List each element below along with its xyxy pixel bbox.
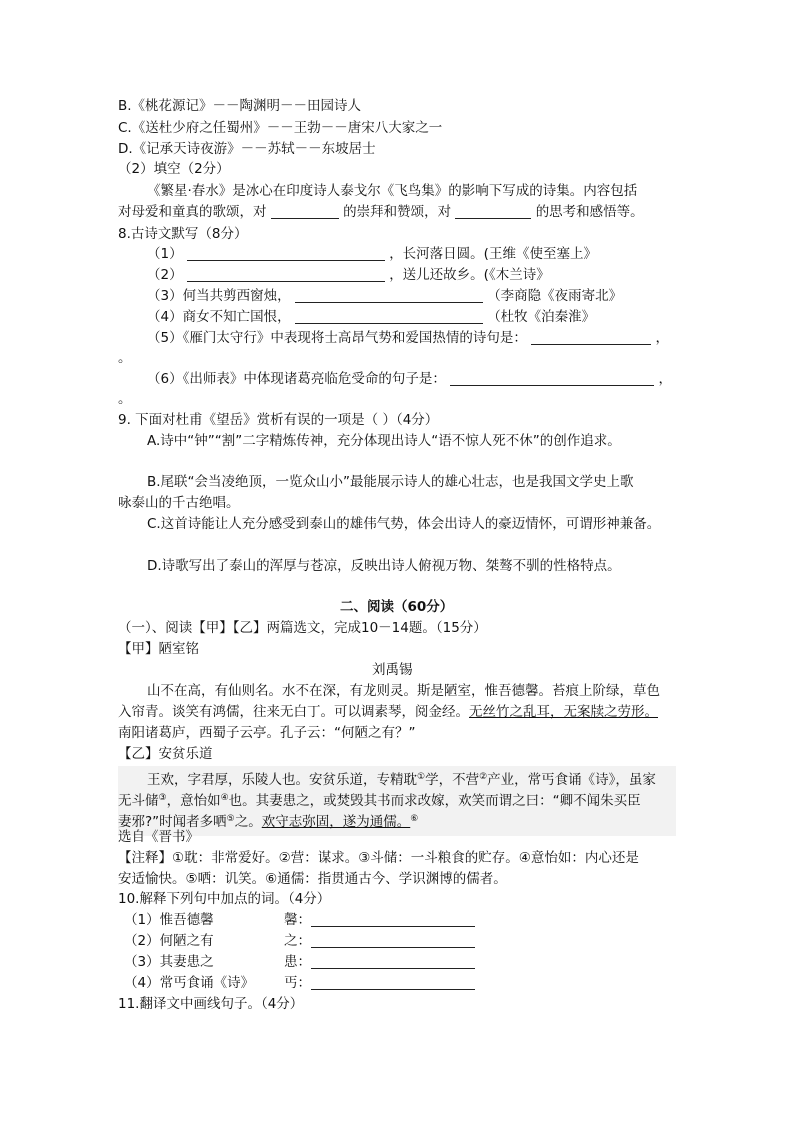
- note-marker: ⑤: [226, 814, 235, 824]
- q8-line5: [147, 329, 669, 347]
- q8-line6-dot: 。: [118, 391, 132, 407]
- q10-item-4: [124, 974, 475, 992]
- reading-intro: （一）、阅读【甲】【乙】两篇选文，完成10－14题。（15分）: [118, 620, 487, 636]
- q10-item-key: 丐：: [284, 975, 311, 991]
- q9-option-b-line2: 咏泰山的千古绝唱。: [118, 495, 240, 511]
- q10-item-phrase: （4）常丐食诵《诗》: [124, 975, 255, 991]
- answer-blank[interactable]: [311, 933, 475, 948]
- q10-item-key: 患：: [284, 954, 311, 970]
- q10-item-phrase: （3）其妻患之: [124, 954, 214, 970]
- q8-line2: [147, 266, 550, 284]
- note-marker: ②: [479, 772, 488, 782]
- q11-header: 11.翻译文中画线句子。（4分）: [118, 996, 304, 1012]
- note-marker: ⑥: [410, 814, 419, 824]
- q8-line3-head: （3）何当共剪西窗烛，: [147, 288, 291, 304]
- q8-line3: [147, 287, 622, 305]
- q8-line5-text: （5）《雁门太守行》中表现将士高昂气势和爱国热情的诗句是：: [147, 330, 527, 346]
- q8-line2-num: （2）: [147, 267, 183, 283]
- answer-blank[interactable]: [311, 954, 475, 969]
- q7-fill-text-a: 对母爱和童真的歌颂，对: [118, 204, 267, 220]
- note-marker: ④: [220, 793, 229, 803]
- yi-line2: [118, 789, 641, 810]
- q8-line1-tail: ，长河落日圆。(王维《使至塞上》: [389, 246, 597, 262]
- q8-line5-end: ，: [655, 330, 669, 346]
- yi-line3-text-b: 之。: [234, 814, 262, 830]
- q7-option-b: B.《桃花源记》－－陶渊明－－田园诗人: [118, 98, 362, 114]
- q7-fill-text-c: 的思考和感悟等。: [535, 204, 644, 220]
- q8-line5-dot: 。: [118, 350, 132, 366]
- q10-item-2: [124, 932, 475, 950]
- yi-line1-text-c: 产业，常丐食诵《诗》，虽家: [487, 772, 656, 788]
- yi-line1-text-b: 学，不营: [425, 772, 480, 788]
- jia-line3: 南阳诸葛庐，西蜀子云亭。孔子云：“何陋之有？”: [118, 725, 416, 741]
- q8-line4: [147, 308, 595, 326]
- jia-title: 【甲】陋室铭: [118, 641, 199, 657]
- yi-source: 选自《晋书》: [118, 829, 199, 845]
- q9-option-a: A.诗中“钟”“割”二字精炼传神，充分体现出诗人“语不惊人死不休”的创作追求。: [147, 433, 621, 449]
- yi-line1-text-a: 王欢，字君厚，乐陵人也。安贫乐道，专精耽: [147, 772, 417, 788]
- q8-line4-head: （4）商女不知亡国恨，: [147, 309, 291, 325]
- jia-line1: 山不在高，有仙则名。水不在深，有龙则灵。斯是陋室，惟吾德馨。苔痕上阶绿，草色: [147, 683, 660, 699]
- yi-line1: [147, 768, 656, 789]
- q7-fill-header: （2）填空（2分）: [118, 161, 230, 177]
- q9-header: 9. 下面对杜甫《望岳》赏析有误的一项是（ ）（4分）: [118, 412, 439, 428]
- q10-item-key: 馨：: [284, 912, 311, 928]
- yi-line2-text-b: ，意怡如: [166, 793, 221, 809]
- note-marker: ①: [417, 772, 426, 782]
- yi-line2-text-c: 也。其妻患之，或焚毁其书而求改嫁，欢笑而谓之曰：“卿不闻朱买臣: [228, 793, 641, 809]
- q8-header: 8.古诗文默写（8分）: [118, 226, 248, 242]
- jia-line2-text: 入帘青。谈笑有鸿儒，往来无白丁。可以调素琴，阅金经。: [118, 704, 469, 720]
- notes-line2: 安适愉快。⑤哂：讥笑。⑥通儒：指贯通古今、学识渊博的儒者。: [118, 871, 507, 887]
- q10-item-key: 之：: [284, 933, 311, 949]
- underlined-sentence: 欢守志弥固，遂为通儒。: [261, 814, 411, 830]
- q8-line6: [147, 370, 672, 388]
- answer-blank[interactable]: [187, 246, 385, 261]
- q8-line3-tail: （李商隐《夜雨寄北》: [487, 288, 623, 304]
- yi-title: 【乙】安贫乐道: [118, 746, 213, 762]
- q10-item-3: [124, 953, 475, 971]
- answer-blank[interactable]: [295, 309, 483, 324]
- q7-fill-line2: [118, 203, 644, 221]
- q7-option-c: C.《送杜少府之任蜀州》－－王勃－－唐宋八大家之一: [118, 120, 443, 136]
- answer-blank[interactable]: [311, 912, 475, 927]
- q7-fill-line1: 《繁星·春水》是冰心在印度诗人泰戈尔《飞鸟集》的影响下写成的诗集。内容包括: [147, 183, 638, 199]
- answer-blank[interactable]: [450, 371, 654, 386]
- q8-line1: [147, 245, 597, 263]
- q9-option-c: C.这首诗能让人充分感受到泰山的雄伟气势，体会出诗人的豪迈情怀，可谓形神兼备。: [147, 516, 661, 532]
- q8-line4-tail: （杜牧《泊秦淮》: [487, 309, 596, 325]
- yi-line2-text-a: 无斗储: [118, 793, 159, 809]
- q7-option-d: D.《记承天诗夜游》－－苏轼－－东坡居士: [118, 141, 376, 157]
- q9-option-b-line1: B.尾联“会当凌绝顶，一览众山小”最能展示诗人的雄心壮志，也是我国文学史上歌: [147, 474, 634, 490]
- answer-blank[interactable]: [455, 204, 531, 219]
- underlined-sentence: 无丝竹之乱耳，无案牍之劳形。: [469, 704, 658, 720]
- q8-line2-tail: ，送儿还故乡。(《木兰诗》: [389, 267, 550, 283]
- q8-line6-end: ，: [658, 371, 672, 387]
- section-title: 二、阅读（60分）: [340, 599, 454, 615]
- note-marker: ③: [158, 793, 167, 803]
- author: 刘禹锡: [372, 662, 413, 678]
- q10-item-1: [124, 911, 475, 929]
- q9-option-d: D.诗歌写出了泰山的浑厚与苍凉，反映出诗人俯视万物、桀骜不驯的性格特点。: [147, 558, 621, 574]
- q8-line1-num: （1）: [147, 246, 183, 262]
- q10-item-phrase: （1）惟吾德馨: [124, 912, 214, 928]
- notes-line1: 【注释】①耽：非常爱好。②营：谋求。③斗储：一斗粮食的贮存。④意怡如：内心还是: [118, 850, 639, 866]
- q10-header: 10.解释下列句中加点的词。（4分）: [118, 891, 331, 907]
- answer-blank[interactable]: [531, 330, 651, 345]
- answer-blank[interactable]: [271, 204, 339, 219]
- q8-line6-text: （6）《出师表》中体现诸葛亮临危受命的句子是：: [147, 371, 446, 387]
- q7-fill-text-b: 的崇拜和赞颂，对: [343, 204, 452, 220]
- q10-item-phrase: （2）何陋之有: [124, 933, 214, 949]
- yi-line3-text-a: 妻邪?”时闻者多哂: [118, 814, 227, 830]
- answer-blank[interactable]: [187, 267, 385, 282]
- answer-blank[interactable]: [311, 975, 475, 990]
- answer-blank[interactable]: [295, 288, 483, 303]
- jia-line2: [118, 703, 658, 721]
